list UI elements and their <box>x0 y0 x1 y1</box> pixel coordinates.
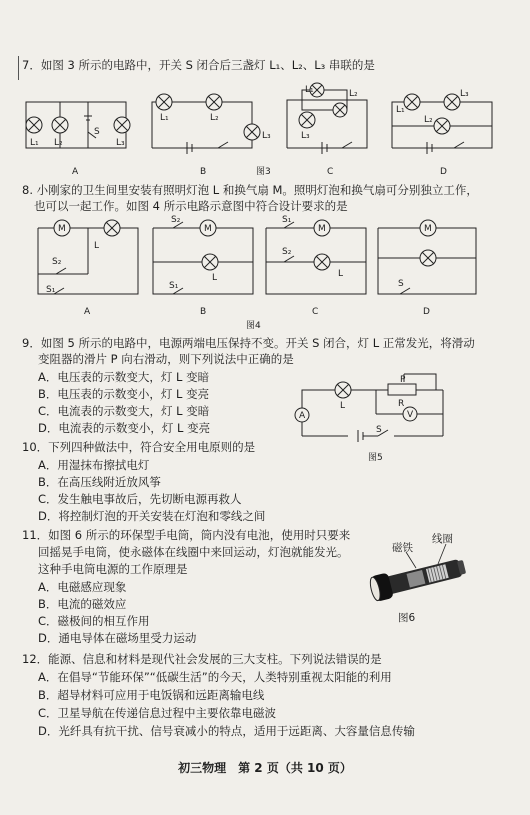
fig4-c-s2: S₂ <box>282 247 292 257</box>
fig3-a-s: S <box>94 127 100 137</box>
q11-option-d: D．通电导体在磁场里受力运动 <box>38 631 197 645</box>
fig4-option-a: A <box>84 307 91 317</box>
fig3-option-b: B <box>200 167 207 177</box>
fig5-l: L <box>340 401 346 411</box>
fig5-voltmeter: V <box>407 410 414 420</box>
q11-stem-line1: 11．如图 6 所示的环保型手电筒，筒内没有电池，使用时只要来 <box>22 528 351 542</box>
fig4-d-s: S <box>398 279 404 289</box>
q12-option-a: A．在倡导“节能环保”“低碳生活”的今天，人类特别重视太阳能的利用 <box>38 670 392 684</box>
figure-4 <box>28 214 488 332</box>
fig3-d-l3: L₃ <box>460 89 469 99</box>
fig4-b-s2: S₂ <box>171 215 181 225</box>
fig5-label: 图5 <box>368 453 383 463</box>
fig5-r: R <box>398 399 405 409</box>
fig4-c-l: L <box>338 269 344 279</box>
q10-option-d: D．将控制灯泡的开关安装在灯泡和零线之间 <box>38 509 266 523</box>
fig4-b-m: M <box>204 224 212 234</box>
q10-stem: 10．下列四种做法中，符合安全用电原则的是 <box>22 440 256 454</box>
fig4-b-l: L <box>212 273 218 283</box>
q10-option-a: A．用湿抹布擦拭电灯 <box>38 458 150 472</box>
fig4-option-d: D <box>423 307 430 317</box>
q9-option-c: C．电流表的示数变大，灯 L 变暗 <box>38 404 210 418</box>
fig3-c-l1: L₁ <box>305 85 314 95</box>
fig4-label: 图4 <box>246 321 261 331</box>
figure-5 <box>288 370 488 465</box>
q7-stem: 7．如图 3 所示的电路中，开关 S 闭合后三盏灯 L₁、L₂、L₃ 串联的是 <box>22 58 375 72</box>
fig4-a-s2: S₂ <box>52 257 62 267</box>
q11-option-c: C．磁极间的相互作用 <box>38 614 150 628</box>
fig3-b-l2: L₂ <box>210 113 219 123</box>
page-footer: 初三物理 第 2 页（共 10 页） <box>178 761 352 775</box>
q8-stem-line1: 8. 小刚家的卫生间里安装有照明灯泡 L 和换气扇 M。照明灯泡和换气扇可分别独立工作， <box>22 183 478 197</box>
fig4-c-m: M <box>318 224 326 234</box>
fig4-option-b: B <box>200 307 207 317</box>
q11-option-a: A．电磁感应现象 <box>38 580 127 594</box>
fig4-c-s1: S₁ <box>282 215 292 225</box>
q11-stem-line3: 这种手电筒电源的工作原理是 <box>38 562 188 576</box>
fig4-a-m: M <box>58 224 66 234</box>
fig5-ammeter: A <box>299 411 306 421</box>
fig3-b-l3: L₃ <box>262 131 271 141</box>
margin-line <box>18 56 19 80</box>
q12-stem: 12．能源、信息和材料是现代社会发展的三大支柱。下列说法错误的是 <box>22 652 382 666</box>
q10-option-b: B．在高压线附近放风筝 <box>38 475 161 489</box>
fig5-p: P <box>400 375 406 385</box>
fig4-a-s1: S₁ <box>46 285 56 295</box>
fig3-c-l3: L₃ <box>301 131 310 141</box>
q11-option-b: B．电流的磁效应 <box>38 597 127 611</box>
fig3-a-l1: L₁ <box>30 138 39 148</box>
q11-stem-line2: 回摇晃手电筒，使永磁体在线圈中来回运动，灯泡就能发光。 <box>38 545 349 559</box>
q12-option-c: C．卫星导航在传递信息过程中主要依靠电磁波 <box>38 706 277 720</box>
q9-option-d: D．电流表的示数变小，灯 L 变亮 <box>38 421 211 435</box>
fig4-a-l: L <box>94 241 100 251</box>
q9-stem-line1: 9．如图 5 所示的电路中，电源两端电压保持不变。开关 S 闭合，灯 L 正常发光，将滑动 <box>22 336 475 350</box>
q8-stem-line2: 也可以一起工作。如图 4 所示电路示意图中符合设计要求的是 <box>34 199 348 213</box>
fig3-d-l2: L₂ <box>424 115 433 125</box>
q10-option-c: C．发生触电事故后，先切断电源再救人 <box>38 492 242 506</box>
fig4-d-m: M <box>424 224 432 234</box>
fig3-option-a: A <box>72 167 79 177</box>
fig6-label: 图6 <box>398 612 416 624</box>
fig4-option-c: C <box>312 307 319 317</box>
fig4-b-s1: S₁ <box>169 281 179 291</box>
fig6-coil-label: 线圈 <box>432 533 453 545</box>
fig5-s: S <box>376 425 382 435</box>
fig3-d-l1: L₁ <box>396 105 405 115</box>
q9-stem-line2: 变阻器的滑片 P 向右滑动，则下列说法中正确的是 <box>38 352 294 366</box>
fig3-label: 图3 <box>256 167 271 177</box>
fig3-a-l2: L₂ <box>54 138 63 148</box>
q12-option-d: D．光纤具有抗干扰、信号衰减小的特点，适用于远距离、大容量信息传输 <box>38 724 415 738</box>
fig3-option-c: C <box>327 167 334 177</box>
fig3-a-l3: L₃ <box>116 138 125 148</box>
fig3-option-d: D <box>440 167 447 177</box>
fig3-c-l2: L₂ <box>349 89 358 99</box>
q12-option-b: B．超导材料可应用于电饭锅和远距离输电线 <box>38 688 265 702</box>
fig3-b-l1: L₁ <box>160 113 169 123</box>
q9-option-a: A．电压表的示数变大，灯 L 变暗 <box>38 370 210 384</box>
fig6-magnet-label: 磁铁 <box>392 542 413 554</box>
flashlight-image <box>368 550 478 600</box>
q9-option-b: B．电压表的示数变小，灯 L 变亮 <box>38 387 210 401</box>
figure-3 <box>22 82 502 177</box>
